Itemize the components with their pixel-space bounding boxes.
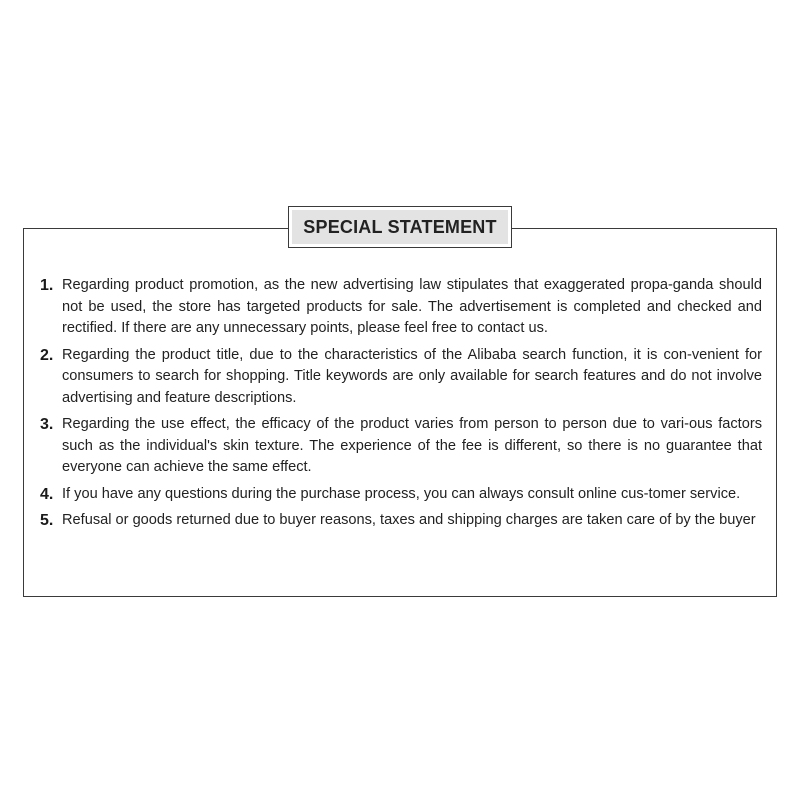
- statement-item-3: [40, 414, 762, 479]
- item-number: 3.: [40, 416, 54, 433]
- item-number: 1.: [40, 277, 54, 294]
- item-text: Regarding the product title, due to the characteristics of the Alibaba search function, it is con-venient for consumers to search for shopping. Title keywords are only available for search features and do not involve advertising and feature descriptions.: [62, 346, 762, 406]
- statement-item-5: [40, 510, 762, 532]
- item-text: If you have any questions during the purchase process, you can always consult online cus-tomer service.: [62, 485, 741, 502]
- item-number: 5.: [40, 512, 54, 529]
- item-text: Regarding product promotion, as the new advertising law stipulates that exaggerated propa-ganda should not be used, the store has targeted products for sale. The advertisement is completed and checked and rectified. If there are any unnecessary points, please feel free to contact us.: [62, 277, 762, 336]
- statement-title-frame: [288, 206, 512, 248]
- item-text: Refusal or goods returned due to buyer reasons, taxes and shipping charges are taken care of by the buyer: [62, 512, 756, 528]
- item-text: Regarding the use effect, the efficacy of the product varies from person to person due to vari-ous factors such as the individual's skin texture. The experience of the fee is different, so there is no guarantee that everyone can achieve the same effect.: [62, 416, 762, 475]
- item-number: 4.: [40, 485, 54, 503]
- statement-list: [40, 275, 762, 537]
- statement-item-1: [40, 275, 762, 340]
- item-number: 2.: [40, 346, 54, 364]
- statement-item-4: [40, 484, 762, 506]
- statement-title: SPECIAL STATEMENT: [292, 210, 508, 244]
- statement-item-2: [40, 345, 762, 410]
